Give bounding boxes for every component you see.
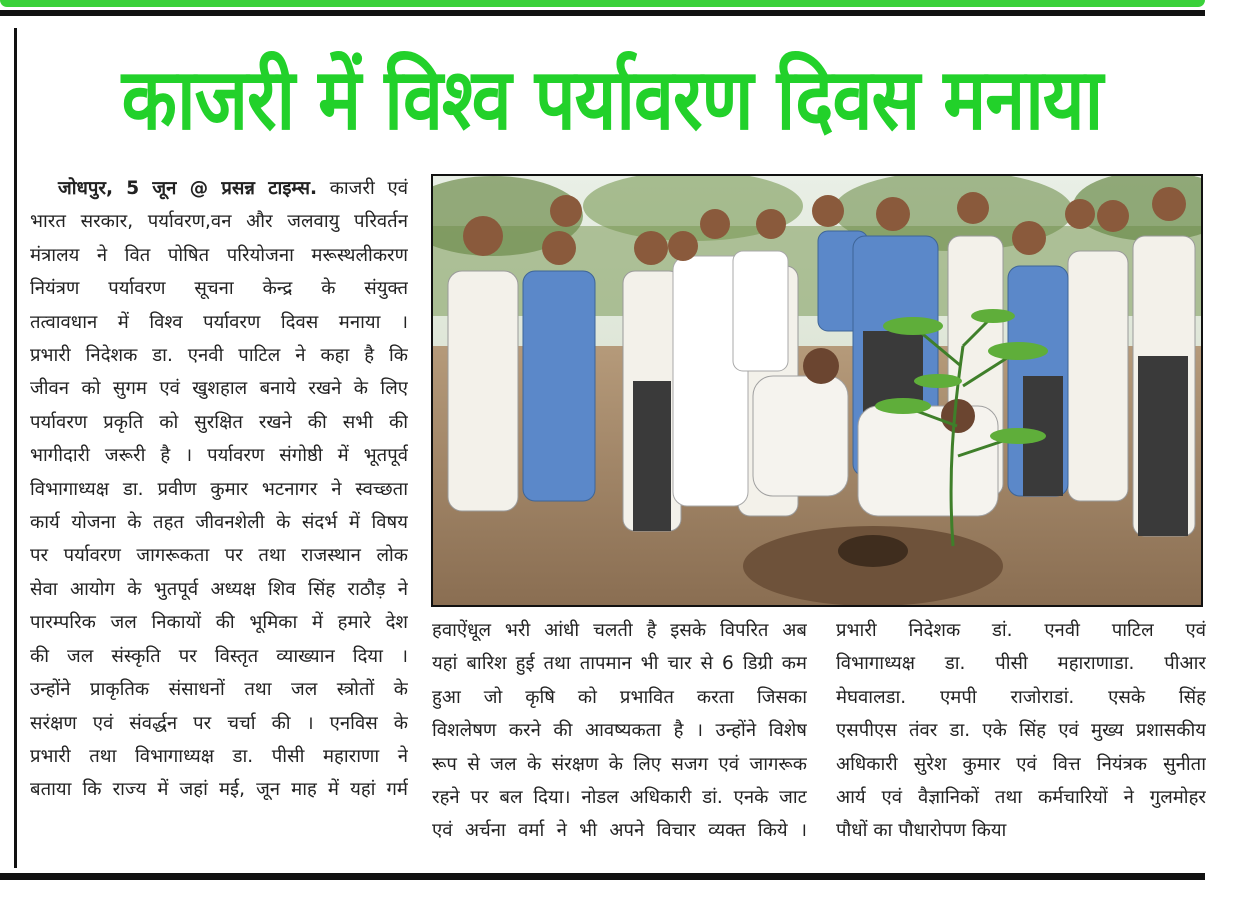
text-line: मंत्रालय ने वित पोषित परियोजना मरूस्थलीकरण [30, 244, 408, 266]
text-line: प्रभारी निदेशक डां. एनवी पाटिल एवं [836, 620, 1206, 641]
text-line: सरंक्षण एवं संवर्द्धन पर चर्चा की । एनविस के [30, 712, 408, 734]
text-line: एसपीएस तंवर डा. एके सिंह एवं मुख्य प्रशासकीय [836, 720, 1206, 742]
text-line: हवाऐंधूल भरी आंधी चलती है इसके विपरित अब [432, 620, 807, 641]
left-column-rule [14, 28, 17, 868]
text-line: आर्य एवं वैज्ञानिकों तथा कर्मचारियों ने गुलमोहर [836, 787, 1206, 809]
text-line: प्रभारी तथा विभागाध्यक्ष डा. पीसी महाराणा ने [30, 745, 408, 767]
text-line: पर पर्यावरण जागरूकता पर तथा राजस्थान लोक [30, 545, 408, 567]
first-line [30, 172, 408, 205]
text-line: तत्वावधान में विश्व पर्यावरण दिवस मनाया । [30, 311, 408, 333]
text-line: भारत सरकार, पर्यावरण,वन और जलवायु परिवर्तन [30, 211, 408, 233]
text-line: उन्होंने प्राकृतिक संसाधनों तथा जल स्त्रोतों के [30, 679, 408, 701]
text-line: विभागाध्यक्ष डा. पीसी महाराणाडा. पीआर [836, 653, 1206, 675]
text-line: हुआ जो कृषि को प्रभावित करता जिसका [432, 686, 807, 708]
column-1-body [30, 205, 408, 806]
text-line: कार्य योजना के तहत जीवनशेली के संदर्भ में विषय [30, 512, 408, 534]
text-line: जीवन को सुगम एवं खुशहाल बनाये रखने के लिए [30, 378, 408, 400]
text-line: भागीदारी जरूरी है । पर्यावरण संगोष्ठी में भूतपूर्व [30, 445, 408, 467]
text-line: पारम्परिक जल निकायों की भूमिका में हमारे देश [30, 612, 408, 634]
text-line: बताया कि राज्य में जहां मई, जून माह में यहां गर्म [30, 779, 408, 801]
article-column-3 [836, 614, 1206, 848]
text-line: नियंत्रण पर्यावरण सूचना केन्द्र के संयुक्त [30, 278, 408, 300]
event-photo [431, 174, 1203, 607]
text-line: मेघवालडा. एमपी राजोराडां. एसके सिंह [836, 686, 1206, 708]
text-line: यहां बारिश हुई तथा तापमान भी चार से 6 डिग्री कम [432, 653, 807, 675]
text-line: रहने पर बल दिया। नोडल अधिकारी डां. एनके जाट [432, 787, 807, 809]
text-line: रूप से जल के संरक्षण के लिए सजग एवं जागरूक [432, 753, 807, 775]
top-rule [0, 10, 1205, 16]
text-line: की जल संस्कृति पर विस्तृत व्याख्यान दिया । [30, 645, 408, 667]
article-column-2 [432, 614, 807, 848]
text-line: एवं अर्चना वर्मा ने भी अपने विचार व्यक्त किये । [432, 820, 807, 842]
article-column-1 [30, 172, 408, 807]
top-accent-bar [0, 0, 1205, 7]
text-line: सेवा आयोग के भुतपूर्व अध्यक्ष शिव सिंह राठौड़ ने [30, 578, 408, 600]
line-text: काजरी एवं [329, 178, 408, 199]
dateline: जोधपुर, 5 जून @ प्रसन्न टाइम्स. [58, 178, 317, 199]
text-line: पर्यावरण प्रकृति को सुरक्षित रखने की सभी की [30, 411, 408, 433]
text-line: विशलेषण करने की आवष्यकता है । उन्होंने विशेष [432, 720, 807, 742]
headline: काजरी में विश्व पर्यावरण दिवस मनाया [121, 49, 1103, 149]
text-line: विभागाध्यक्ष डा. प्रवीण कुमार भटनागर ने स्वच्छता [30, 478, 408, 500]
text-line: अधिकारी सुरेश कुमार एवं वित्त नियंत्रक सुनीता [836, 753, 1206, 775]
tree-planting-photo [433, 176, 1201, 605]
text-line: प्रभारी निदेशक डा. एनवी पाटिल ने कहा है कि [30, 345, 408, 367]
bottom-rule [0, 873, 1205, 880]
text-line: पौधों का पौधारोपण किया [836, 820, 1007, 842]
